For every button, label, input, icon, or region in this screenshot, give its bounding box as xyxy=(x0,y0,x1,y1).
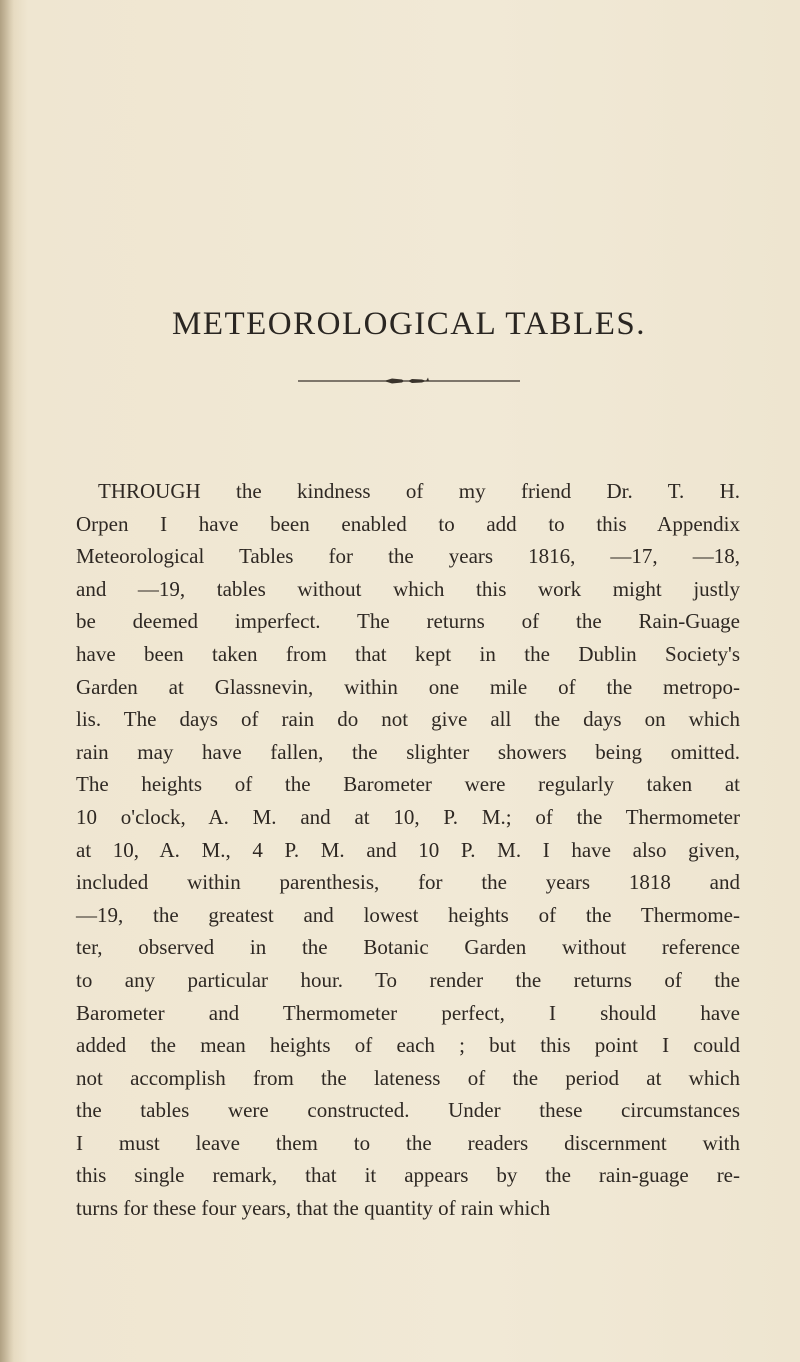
text-line: Barometer and Thermometer perfect, I should have xyxy=(76,1000,740,1025)
text-line: —19, the greatest and lowest heights of the Thermome- xyxy=(76,902,740,927)
text-line: added the mean heights of each ; but this point I could xyxy=(76,1033,740,1058)
text-line: turns for these four years, that the quantity of rain which xyxy=(76,1196,551,1221)
text-line: and —19, tables without which this work might justly xyxy=(76,576,740,601)
text-line: Garden at Glassnevin, within one mile of the metropo- xyxy=(76,674,740,699)
text-line: lis. The days of rain do not give all the days on which xyxy=(76,707,740,732)
text-line: I must leave them to the readers discernment with xyxy=(76,1130,740,1155)
text-line: this single remark, that it appears by the rain-guage re- xyxy=(76,1163,740,1188)
text-line: Meteorological Tables for the years 1816, —17, —18, xyxy=(76,544,740,569)
text-line: rain may have fallen, the slighter showers being omitted. xyxy=(76,739,740,764)
text-line: not accomplish from the lateness of the period at which xyxy=(76,1065,740,1090)
text-line: at 10, A. M., 4 P. M. and 10 P. M. I have also given, xyxy=(76,837,740,862)
text-line: to any particular hour. To render the returns of the xyxy=(76,967,740,992)
text-line: ter, observed in the Botanic Garden without reference xyxy=(76,935,740,960)
ornamental-rule xyxy=(298,376,520,386)
page-title: METEOROLOGICAL TABLES. xyxy=(171,306,646,342)
text-line: included within parenthesis, for the years 1818 and xyxy=(76,870,740,895)
text-line: 10 o'clock, A. M. and at 10, P. M.; of the Thermometer xyxy=(76,804,740,829)
text-line: THROUGH the kindness of my friend Dr. T. H. xyxy=(98,479,740,503)
text-line: Orpen I have been enabled to add to this Appendix xyxy=(76,511,740,536)
text-line: have been taken from that kept in the Dublin Society's xyxy=(76,641,740,666)
text-line: the tables were constructed. Under these circumstances xyxy=(76,1098,740,1123)
page-gutter-shadow xyxy=(0,0,14,1362)
text-line: The heights of the Barometer were regularly taken at xyxy=(76,772,740,797)
text-line: be deemed imperfect. The returns of the Rain-Guage xyxy=(76,609,740,634)
body-paragraph xyxy=(76,475,740,1225)
